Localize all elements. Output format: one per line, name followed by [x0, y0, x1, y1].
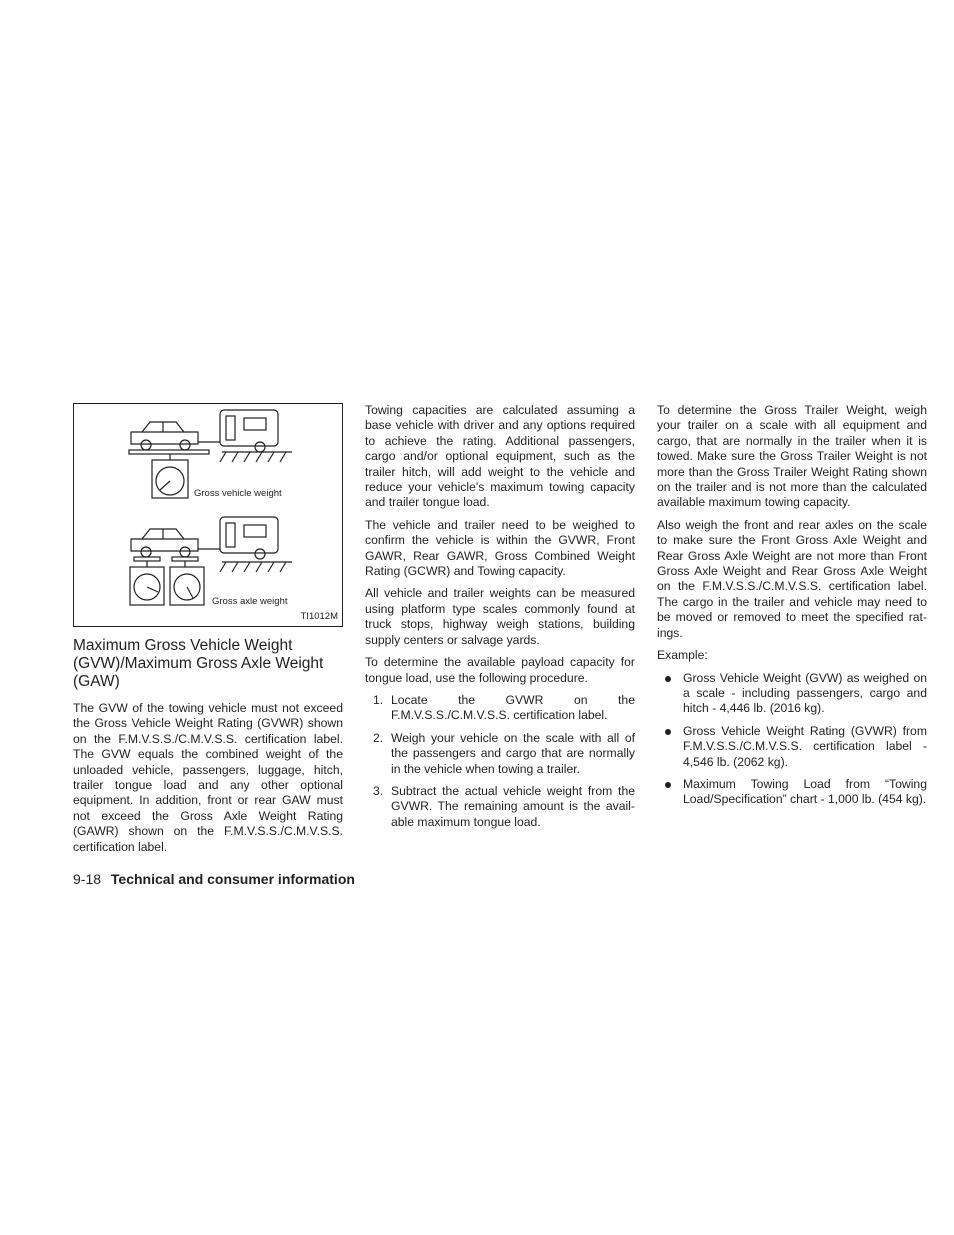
- column-middle: [365, 403, 635, 837]
- bullet-text: Maximum Towing Load from “Towing Load/Specification” chart - 1,000 lb. (454 kg).: [683, 776, 927, 807]
- example-bullets: [657, 671, 927, 808]
- scale-diagram-graphic: [74, 404, 342, 626]
- figure-code: TI1012M: [300, 610, 338, 622]
- bullet-icon: [665, 782, 671, 788]
- section-heading: Maximum Gross Vehicle Weight (GVW)/Maximum Gross Axle Weight (GAW): [73, 637, 324, 690]
- list-item: [657, 724, 927, 770]
- step-text: Subtract the actual vehicle weight from the GVWR. The remaining amount is the avail-able maximum tongue load.: [391, 783, 635, 829]
- step-text: Weigh your vehicle on the scale with all of the passengers and cargo that are normally in the vehicle when towing a trailer.: [391, 730, 635, 776]
- section-title: Technical and consumer information: [110, 871, 355, 887]
- step-text: Locate the GVWR on the F.M.V.S.S./C.M.V.S.S. certification label.: [391, 692, 635, 723]
- bullet-icon: [665, 729, 671, 735]
- bullet-icon: [665, 676, 671, 682]
- payload-procedure-paragraph: To determine the available payload capacity for tongue load, use the following procedure.: [365, 655, 635, 685]
- bullet-text: Gross Vehicle Weight Rating (GVWR) from F.M.V.S.S./C.M.V.S.S. certification label - 4,546 lb. (2062 kg).: [683, 723, 927, 769]
- page-footer: [73, 871, 355, 887]
- trailer-weight-paragraph: To determine the Gross Trailer Weight, weigh your trailer on a scale with all equipment and cargo, that are normally in the trailer when it is towed. Make sure the Gross Trailer Weight is not more than the Gross Trailer Weight Rating shown on the trailer and is not more than the calculated available maximum towing capacity.: [657, 403, 927, 510]
- weighing-paragraph: The vehicle and trailer need to be weighed to confirm the vehicle is within the GVWR, Front GAWR, Rear GAWR, Gross Combined Weight Rating (GCWR) and Towing capacity.: [365, 517, 635, 579]
- list-item: [657, 671, 927, 717]
- towing-weight-illustration: [73, 403, 343, 627]
- list-item: [365, 784, 635, 830]
- gvw-paragraph: The GVW of the towing vehicle must not exceed the Gross Vehicle Weight Rating (GVWR) shown on the F.M.V.S.S./C.M.V.S.S. certification label. The GVW equals the combined weight of the unloaded vehicle, passengers, luggage, hitch, trailer tongue load and any other optional equipment. In addition, front or rear GAW must not exceed the Gross Axle Weight Rating (GAWR) shown on the F.M.V.S.S./C.M.V.S.S. certification label.: [73, 701, 343, 854]
- list-item: [365, 731, 635, 777]
- scales-paragraph: All vehicle and trailer weights can be measured using platform type scales commonly found at truck stops, highway weigh stations, building supply centers or salvage yards.: [365, 586, 635, 647]
- column-left: [73, 403, 343, 862]
- towing-capacity-paragraph: Towing capacities are calculated assuming a base vehicle with driver and any options required to achieve the rating. Additional passengers, cargo and/or optional equipment, such as the trailer hitch, will add weight to the vehicle and reduce your vehicle's maximum towing capacity and trailer tongue load.: [365, 403, 635, 510]
- example-label: Example:: [657, 648, 708, 663]
- axle-weight-paragraph: Also weigh the front and rear axles on the scale to make sure the Front Gross Axle Weight and Rear Gross Axle Weight are not more than Front Gross Axle Weight and Rear Gross Axle Weight on the F.M.V.S.S./C.M.V.S.S. certification label. The cargo in the trailer and vehicle may need to be moved or removed to meet the specified rat-ings.: [657, 517, 927, 640]
- gross-axle-weight-label: Gross axle weight: [212, 596, 288, 607]
- column-right: [657, 403, 927, 815]
- page-number: 9-18: [73, 871, 102, 887]
- step-number: 3.: [373, 783, 384, 798]
- procedure-steps: [365, 693, 635, 830]
- gross-vehicle-weight-label: Gross vehicle weight: [194, 488, 282, 499]
- list-item: [365, 693, 635, 724]
- list-item: [657, 777, 927, 808]
- step-number: 1.: [373, 692, 384, 707]
- bullet-text: Gross Vehicle Weight (GVW) as weighed on a scale - including passengers, cargo and hitch - 4,446 lb. (2016 kg).: [683, 670, 927, 716]
- step-number: 2.: [373, 730, 384, 745]
